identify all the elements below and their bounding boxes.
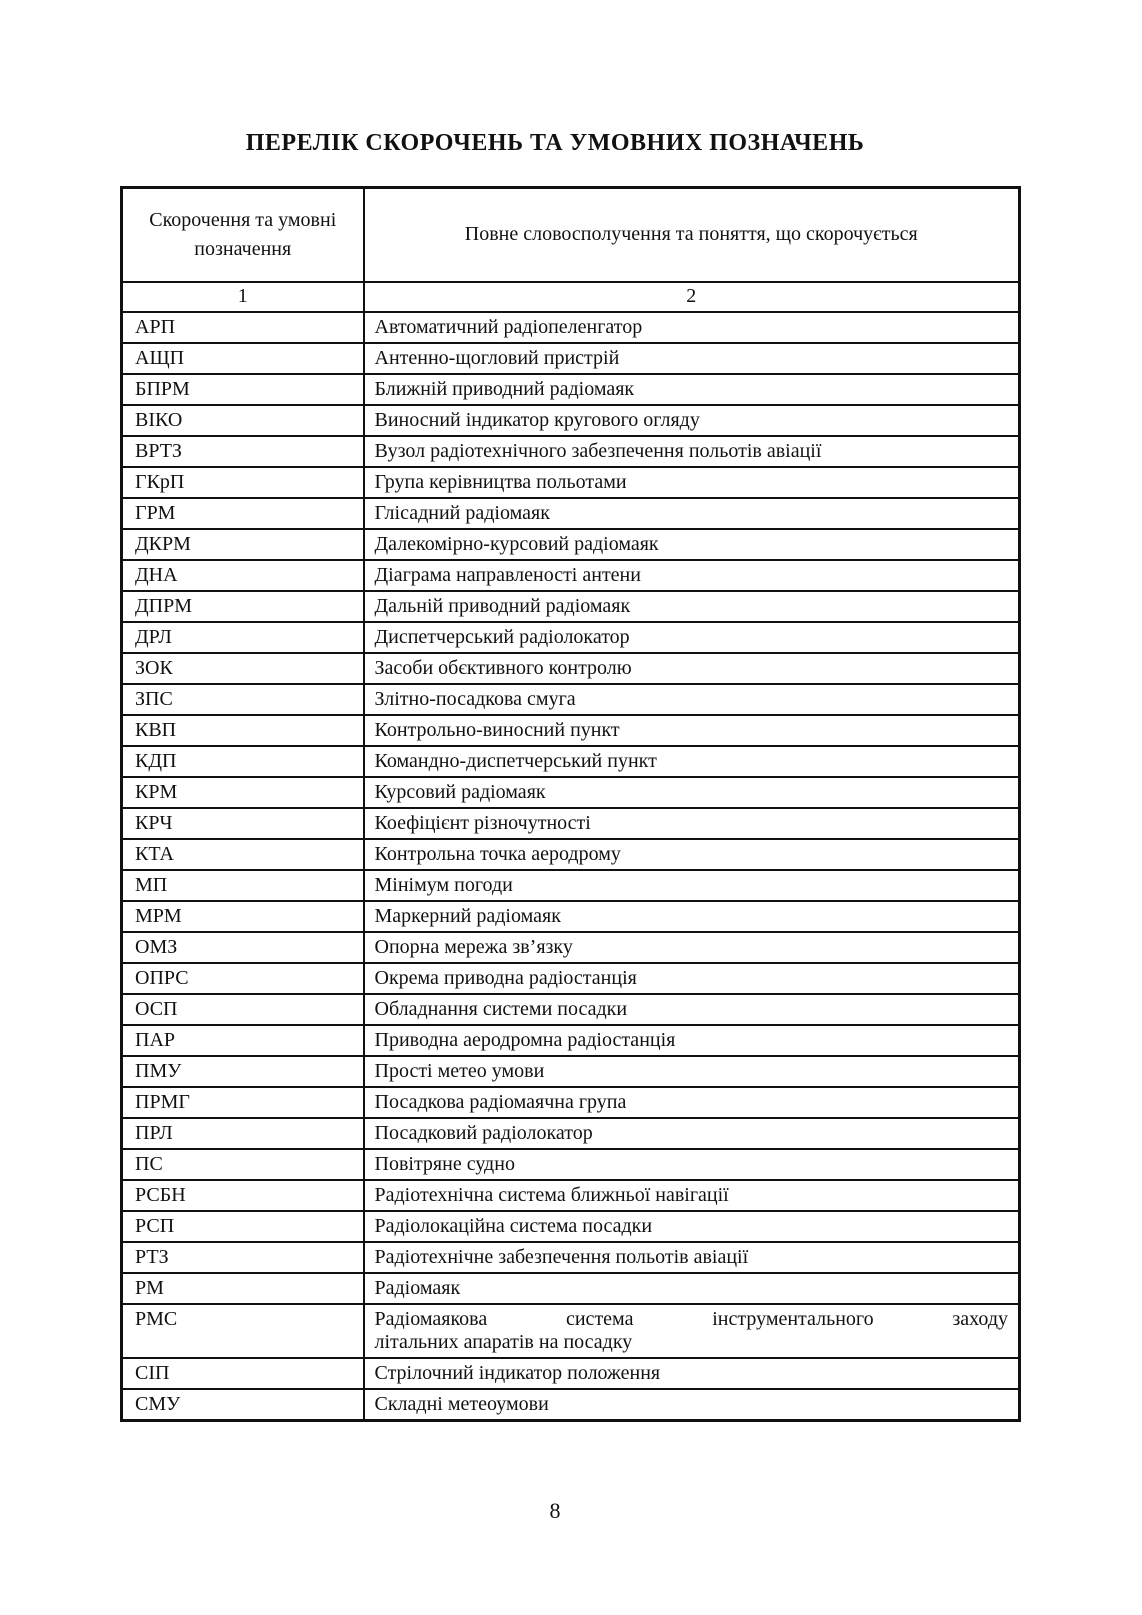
abbreviation-cell: ОПРС [122, 963, 364, 994]
table-row [122, 1149, 1020, 1180]
table-row [122, 746, 1020, 777]
abbreviation-cell: ВРТЗ [122, 436, 364, 467]
table-row [122, 436, 1020, 467]
abbreviation-cell: СІП [122, 1358, 364, 1389]
table-row [122, 498, 1020, 529]
abbreviation-cell: ПРМГ [122, 1087, 364, 1118]
definition-cell: Діаграма направленості антени [364, 560, 1020, 591]
definition-cell: Мінімум погоди [364, 870, 1020, 901]
definition-cell: Вузол радіотехнічного забезпечення польотів авіації [364, 436, 1020, 467]
definition-cell: Складні метеоумови [364, 1389, 1020, 1421]
definition-cell: Курсовий радіомаяк [364, 777, 1020, 808]
column-number-2: 2 [364, 282, 1020, 312]
definition-cell: Дальній приводний радіомаяк [364, 591, 1020, 622]
table-header-row [122, 188, 1020, 282]
definition-cell: Злітно-посадкова смуга [364, 684, 1020, 715]
table-row [122, 622, 1020, 653]
definition-cell: Обладнання системи посадки [364, 994, 1020, 1025]
abbreviation-cell: РСП [122, 1211, 364, 1242]
abbreviation-cell: РМС [122, 1304, 364, 1358]
definition-cell: Коефіцієнт різночутності [364, 808, 1020, 839]
abbreviation-cell: ДПРМ [122, 591, 364, 622]
definition-cell: Радіолокаційна система посадки [364, 1211, 1020, 1242]
table-row [122, 994, 1020, 1025]
abbreviation-cell: СМУ [122, 1389, 364, 1421]
abbreviation-cell: РТЗ [122, 1242, 364, 1273]
abbreviation-cell: ДКРМ [122, 529, 364, 560]
definition-cell: Група керівництва польотами [364, 467, 1020, 498]
definition-line: Радіомаякова система інструментального заходу [374, 1307, 1008, 1330]
abbreviation-cell: ПРЛ [122, 1118, 364, 1149]
abbreviation-cell: ПС [122, 1149, 364, 1180]
definition-cell: Радіотехнічна система ближньої навігації [364, 1180, 1020, 1211]
definition-cell: Глісадний радіомаяк [364, 498, 1020, 529]
abbreviation-cell: ГКрП [122, 467, 364, 498]
table-row [122, 1025, 1020, 1056]
abbreviation-cell: БПРМ [122, 374, 364, 405]
table-row [122, 529, 1020, 560]
table-row [122, 312, 1020, 343]
abbreviation-cell: ПАР [122, 1025, 364, 1056]
table-row [122, 560, 1020, 591]
definition-cell: Контрольна точка аеродрому [364, 839, 1020, 870]
table-row [122, 1087, 1020, 1118]
abbreviations-table [120, 186, 1021, 1422]
abbreviation-cell: КТА [122, 839, 364, 870]
abbreviation-cell: ОСП [122, 994, 364, 1025]
abbreviation-cell: АРП [122, 312, 364, 343]
column-number-1: 1 [122, 282, 364, 312]
definition-cell: Прості метео умови [364, 1056, 1020, 1087]
table-row [122, 1180, 1020, 1211]
definition-cell: Командно-диспетчерський пункт [364, 746, 1020, 777]
header-abbreviation-column: Скорочення та умовні позначення [122, 188, 364, 282]
table-row [122, 1056, 1020, 1087]
abbreviation-cell: РМ [122, 1273, 364, 1304]
definition-cell: Далекомірно-курсовий радіомаяк [364, 529, 1020, 560]
definition-cell: Повітряне судно [364, 1149, 1020, 1180]
abbreviation-cell: ОМЗ [122, 932, 364, 963]
table-row [122, 932, 1020, 963]
table-row [122, 1358, 1020, 1389]
abbreviation-cell: МП [122, 870, 364, 901]
table-row [122, 1242, 1020, 1273]
definition-cell [364, 1304, 1020, 1358]
table-row [122, 839, 1020, 870]
table-row [122, 684, 1020, 715]
abbreviation-cell: КВП [122, 715, 364, 746]
abbreviation-cell: ЗПС [122, 684, 364, 715]
definition-cell: Опорна мережа зв’язку [364, 932, 1020, 963]
table-row [122, 1304, 1020, 1358]
definition-cell: Антенно-щогловий пристрій [364, 343, 1020, 374]
abbreviation-cell: РСБН [122, 1180, 364, 1211]
definition-line: літальних апаратів на посадку [374, 1330, 633, 1353]
definition-cell: Засоби обєктивного контролю [364, 653, 1020, 684]
abbreviation-cell: МРМ [122, 901, 364, 932]
abbreviation-cell: АЩП [122, 343, 364, 374]
definition-cell: Посадкова радіомаячна група [364, 1087, 1020, 1118]
table-row [122, 963, 1020, 994]
page-title: ПЕРЕЛІК СКОРОЧЕНЬ ТА УМОВНИХ ПОЗНАЧЕНЬ [245, 130, 865, 156]
table-row [122, 808, 1020, 839]
table-row [122, 1118, 1020, 1149]
table-row [122, 1273, 1020, 1304]
table-row [122, 467, 1020, 498]
definition-cell: Ближній приводний радіомаяк [364, 374, 1020, 405]
header-definition-column: Повне словосполучення та поняття, що скорочується [364, 188, 1020, 282]
abbreviation-cell: ГРМ [122, 498, 364, 529]
definition-cell: Диспетчерський радіолокатор [364, 622, 1020, 653]
table-row [122, 1389, 1020, 1421]
table-row [122, 777, 1020, 808]
table-row [122, 405, 1020, 436]
definition-cell: Посадковий радіолокатор [364, 1118, 1020, 1149]
abbreviation-cell: ВІКО [122, 405, 364, 436]
definition-cell: Контрольно-виносний пункт [364, 715, 1020, 746]
table-row [122, 591, 1020, 622]
abbreviation-cell: КРМ [122, 777, 364, 808]
table-row [122, 901, 1020, 932]
page-number: 8 [549, 1498, 561, 1523]
definition-cell: Стрілочний індикатор положення [364, 1358, 1020, 1389]
table-body [122, 312, 1020, 1421]
definition-cell: Приводна аеродромна радіостанція [364, 1025, 1020, 1056]
column-number-row [122, 282, 1020, 312]
table-row [122, 343, 1020, 374]
definition-cell: Радіомаяк [364, 1273, 1020, 1304]
definition-cell: Радіотехнічне забезпечення польотів авіації [364, 1242, 1020, 1273]
table-row [122, 653, 1020, 684]
definition-cell: Окрема приводна радіостанція [364, 963, 1020, 994]
abbreviation-cell: КДП [122, 746, 364, 777]
definition-cell: Виносний індикатор кругового огляду [364, 405, 1020, 436]
abbreviation-cell: КРЧ [122, 808, 364, 839]
definition-cell: Автоматичний радіопеленгатор [364, 312, 1020, 343]
abbreviation-cell: ДРЛ [122, 622, 364, 653]
definition-cell: Маркерний радіомаяк [364, 901, 1020, 932]
table-row [122, 715, 1020, 746]
table-row [122, 1211, 1020, 1242]
abbreviation-cell: ПМУ [122, 1056, 364, 1087]
abbreviation-cell: ДНА [122, 560, 364, 591]
table-row [122, 870, 1020, 901]
table-row [122, 374, 1020, 405]
abbreviation-cell: ЗОК [122, 653, 364, 684]
